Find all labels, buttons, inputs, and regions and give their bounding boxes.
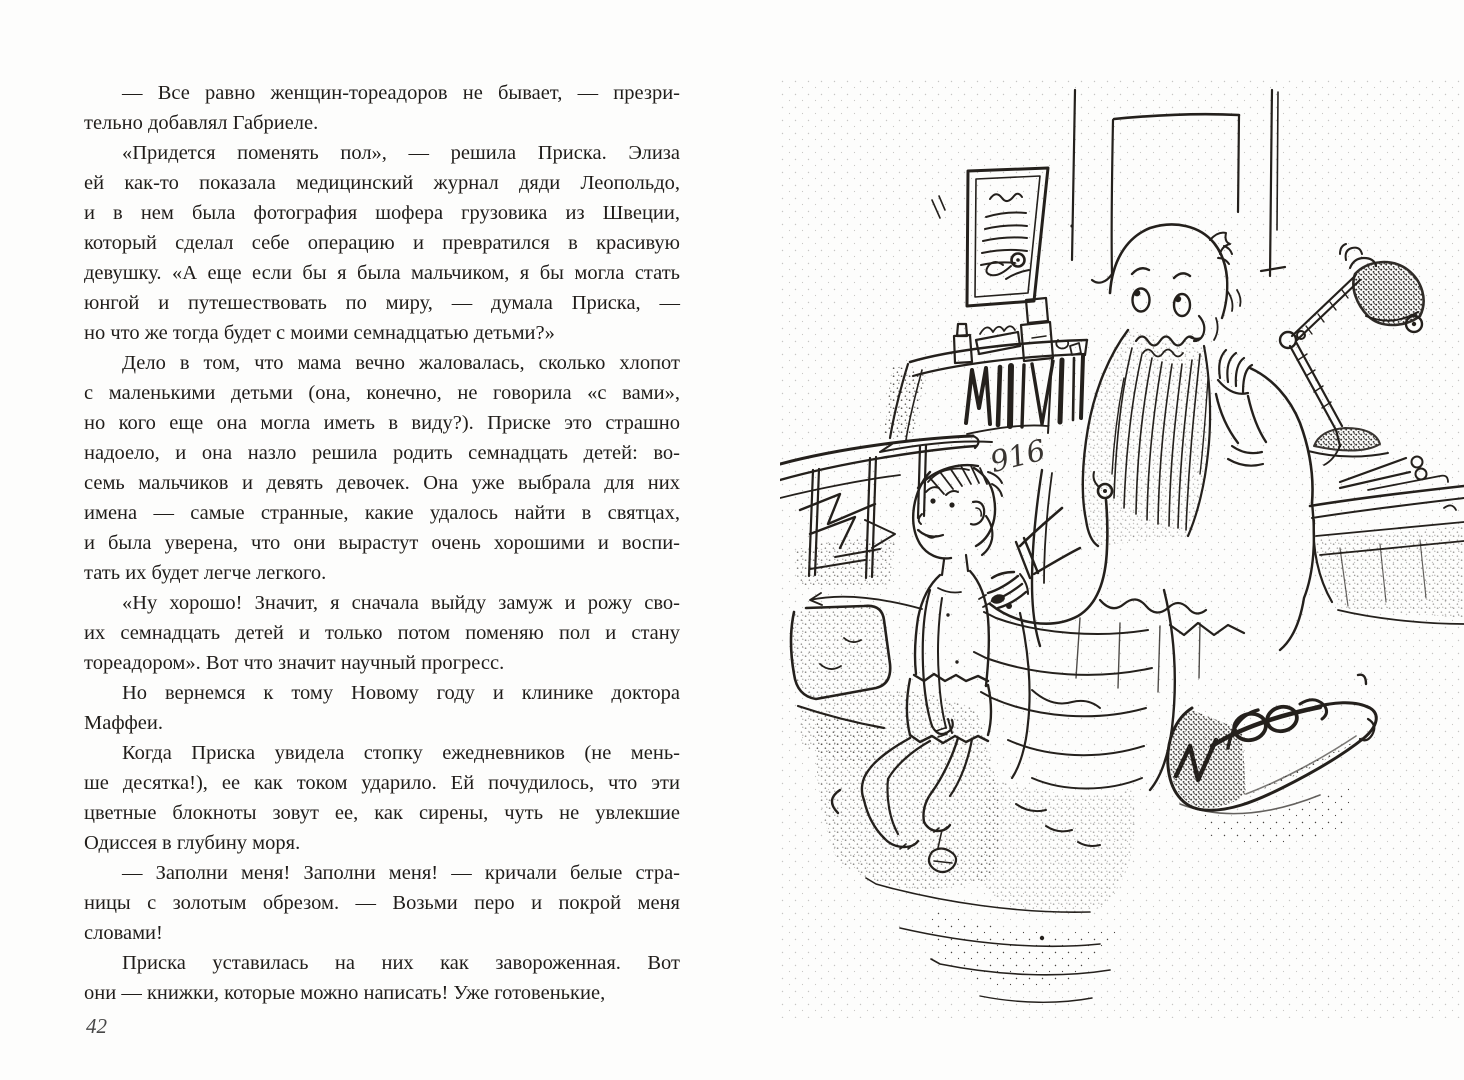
text-line: тельно добавлял Габриеле. [84, 112, 319, 134]
text-line: тореадором». Вот что значит научный прогресс. [84, 652, 505, 674]
text-line: они — книжки, которые можно написать! Уже готовенькие, [84, 982, 606, 1004]
text-line: надоело, и она назло решила родить семнадцать детей: во- [84, 442, 680, 464]
text-line: и в нем была фотография шофера грузовика из Швеции, [84, 202, 680, 224]
text-line: но кого еще она могла иметь в виду?). Приске это страшно [84, 412, 680, 434]
text-line: их семнадцать детей и только потом поменяю пол и стану [84, 622, 680, 644]
text-line: ше десятка!), ее как током ударило. Ей почудилось, что эти [84, 772, 680, 794]
text-line: который сделал себе операцию и превратился в красивую [84, 232, 680, 254]
clinic-illustration [780, 78, 1464, 1018]
text-line: имена — самые странные, какие удалось найти в святцах, [84, 502, 680, 524]
text-line: и была уверена, что они вырастут очень хорошими и воспи- [84, 532, 680, 554]
handwritten-mark: 916 [986, 432, 1049, 480]
text-line: Когда Приска увидела стопку ежедневников (не мень- [122, 742, 680, 764]
text-line: ей как-то показала медицинский журнал дяди Леопольдо, [84, 172, 680, 194]
text-line: — Заполни меня! Заполни меня! — кричали белые стра- [122, 862, 680, 884]
text-line: девушку. «А еще если бы я была мальчиком, я бы могла стать [84, 262, 680, 284]
text-line: словами! [84, 922, 163, 944]
text-line: «Придется поменять пол», — решила Приска. Элиза [122, 142, 680, 164]
text-line: юнгой и путешествовать по миру, — думала Приска, — [84, 292, 680, 314]
text-line: Маффеи. [84, 712, 163, 734]
text-line: семь мальчиков и девять девочек. Она уже выбрала для них [84, 472, 680, 494]
text-line: Приска уставилась на них как завороженная. Вот [122, 952, 680, 974]
page-number: 42 [86, 1014, 107, 1038]
text-line: тать их будет легче легкого. [84, 562, 327, 584]
text-line: но что же тогда будет с моими семнадцатью детьми?» [84, 322, 555, 344]
text-column [84, 78, 680, 1008]
text-line: Дело в том, что мама вечно жаловалась, сколько хлопот [122, 352, 680, 374]
text-line: «Ну хорошо! Значит, я сначала выйду замуж и рожу сво- [122, 592, 680, 614]
text-line: Но вернемся к тому Новому году и клинике доктора [122, 682, 680, 704]
text-line: — Все равно женщин-тореадоров не бывает, — презри- [122, 82, 680, 104]
text-line: с маленькими детьми (она, конечно, не говорила «с вами», [84, 382, 680, 404]
text-line: цветные блокноты зовут ее, как сирены, чуть не увлекшие [84, 802, 680, 824]
text-line: Одиссея в глубину моря. [84, 832, 301, 854]
text-line: ницы с золотым обрезом. — Возьми перо и покрой меня [84, 892, 680, 914]
